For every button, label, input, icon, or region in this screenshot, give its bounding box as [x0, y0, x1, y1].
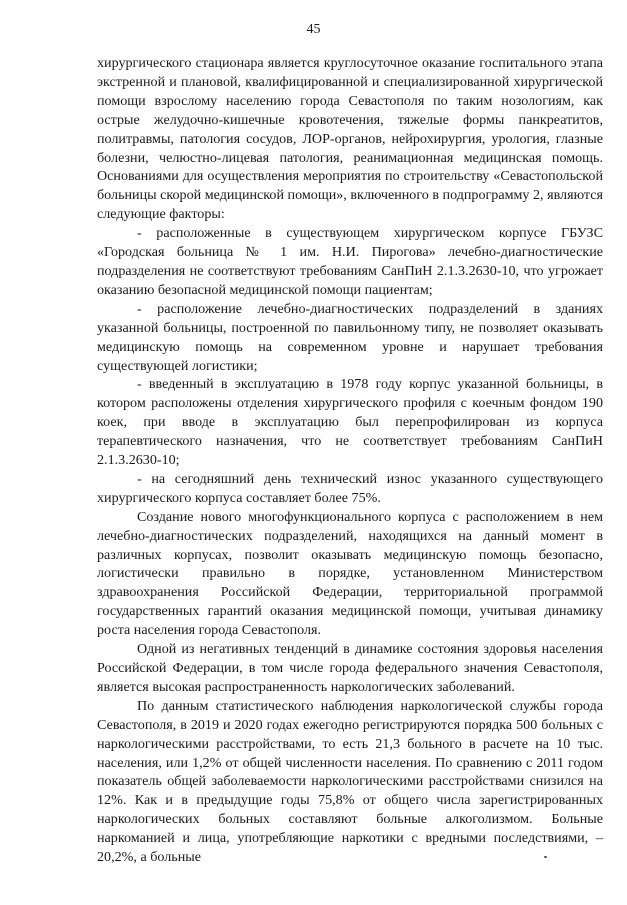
- list-item-factor-1: - расположенные в существующем хирургическом корпусе ГБУЗС «Городская больница № 1 им. Н.И. Пирогова» лечебно-диагностические подразделения не соответствуют требованиям СанПиН 2.1.3.2630-10, что угрожает оказанию безопасной медицинской помощи пациентам;: [97, 225, 603, 298]
- paragraph-continuation: хирургического стационара является круглосуточное оказание госпитального этапа экстренной и плановой, квалифицированной и специализированной хирургической помощи взрослому населению города Севастополя по таким нозологиям, как острые желудочно-кишечные кровотечения, тяжелые формы панкреатитов, политравмы, патология сосудов, ЛОР-органов, нейрохирургия, урология, глазные болезни, челюстно-лицевая патология, реанимационная медицинская помощь. Основаниями для осуществления мероприятия по строительству «Севастопольской больницы скорой медицинской помощи», включенного в подпрограмму 2, являются следующие факторы:: [97, 55, 603, 223]
- list-item-factor-4: - на сегодняшний день технический износ указанного существующего хирургического корпуса составляет более 75%.: [97, 470, 603, 506]
- paragraph-new-building: Создание нового многофункционального корпуса с расположением в нем лечебно-диагностических подразделений, находящихся на данный момент в различных корпусах, позволит оказывать медицинскую помощь безопасно, логистически правильно в порядке, установленном Министерством здравоохранения Российской Федерации, территориальной программой государственных гарантий оказания медицинской помощи, учитывая динамику роста населения города Севастополя.: [97, 508, 603, 639]
- list-item-factor-3: - введенный в эксплуатацию в 1978 году корпус указанной больницы, в котором расположены отделения хирургического профиля с коечным фондом 190 коек, при вводе в эксплуатацию был перепрофилирован из корпуса терапевтического назначения, что не соответствует требованиям СанПиН 2.1.3.2630-10;: [97, 376, 603, 469]
- scan-speck: [544, 856, 547, 858]
- page-number: 45: [306, 22, 321, 37]
- paragraph-statistics: По данным статистического наблюдения наркологической службы города Севастополя, в 2019 и 2020 годах ежегодно регистрируются порядка 500 больных с наркологическими расстройствами, то есть 21,3 больного в расчете на 10 тыс. населения, или 1,2% от общей численности населения. По сравнению с 2011 годом показатель общей заболеваемости наркологическими расстройствами снизился на 12%. Как и в предыдущие годы 75,8% от общего числа зарегистрированных наркологических больных составляют больные алкоголизмом. Больные наркоманией и лица, употребляющие наркотики с вредными последствиями, – 20,2%, а больные: [97, 697, 603, 866]
- body-text: [97, 54, 603, 867]
- paragraph-narcology-trend: Одной из негативных тенденций в динамике состояния здоровья населения Российской Федерации, в том числе города федерального значения Севастополя, является высокая распространенность наркологических заболеваний.: [97, 641, 603, 695]
- list-item-factor-2: - расположение лечебно-диагностических подразделений в зданиях указанной больницы, построенной по павильонному типу, не позволяет оказывать медицинскую помощь на современном уровне и нарушает требования существующей логистики;: [97, 300, 603, 374]
